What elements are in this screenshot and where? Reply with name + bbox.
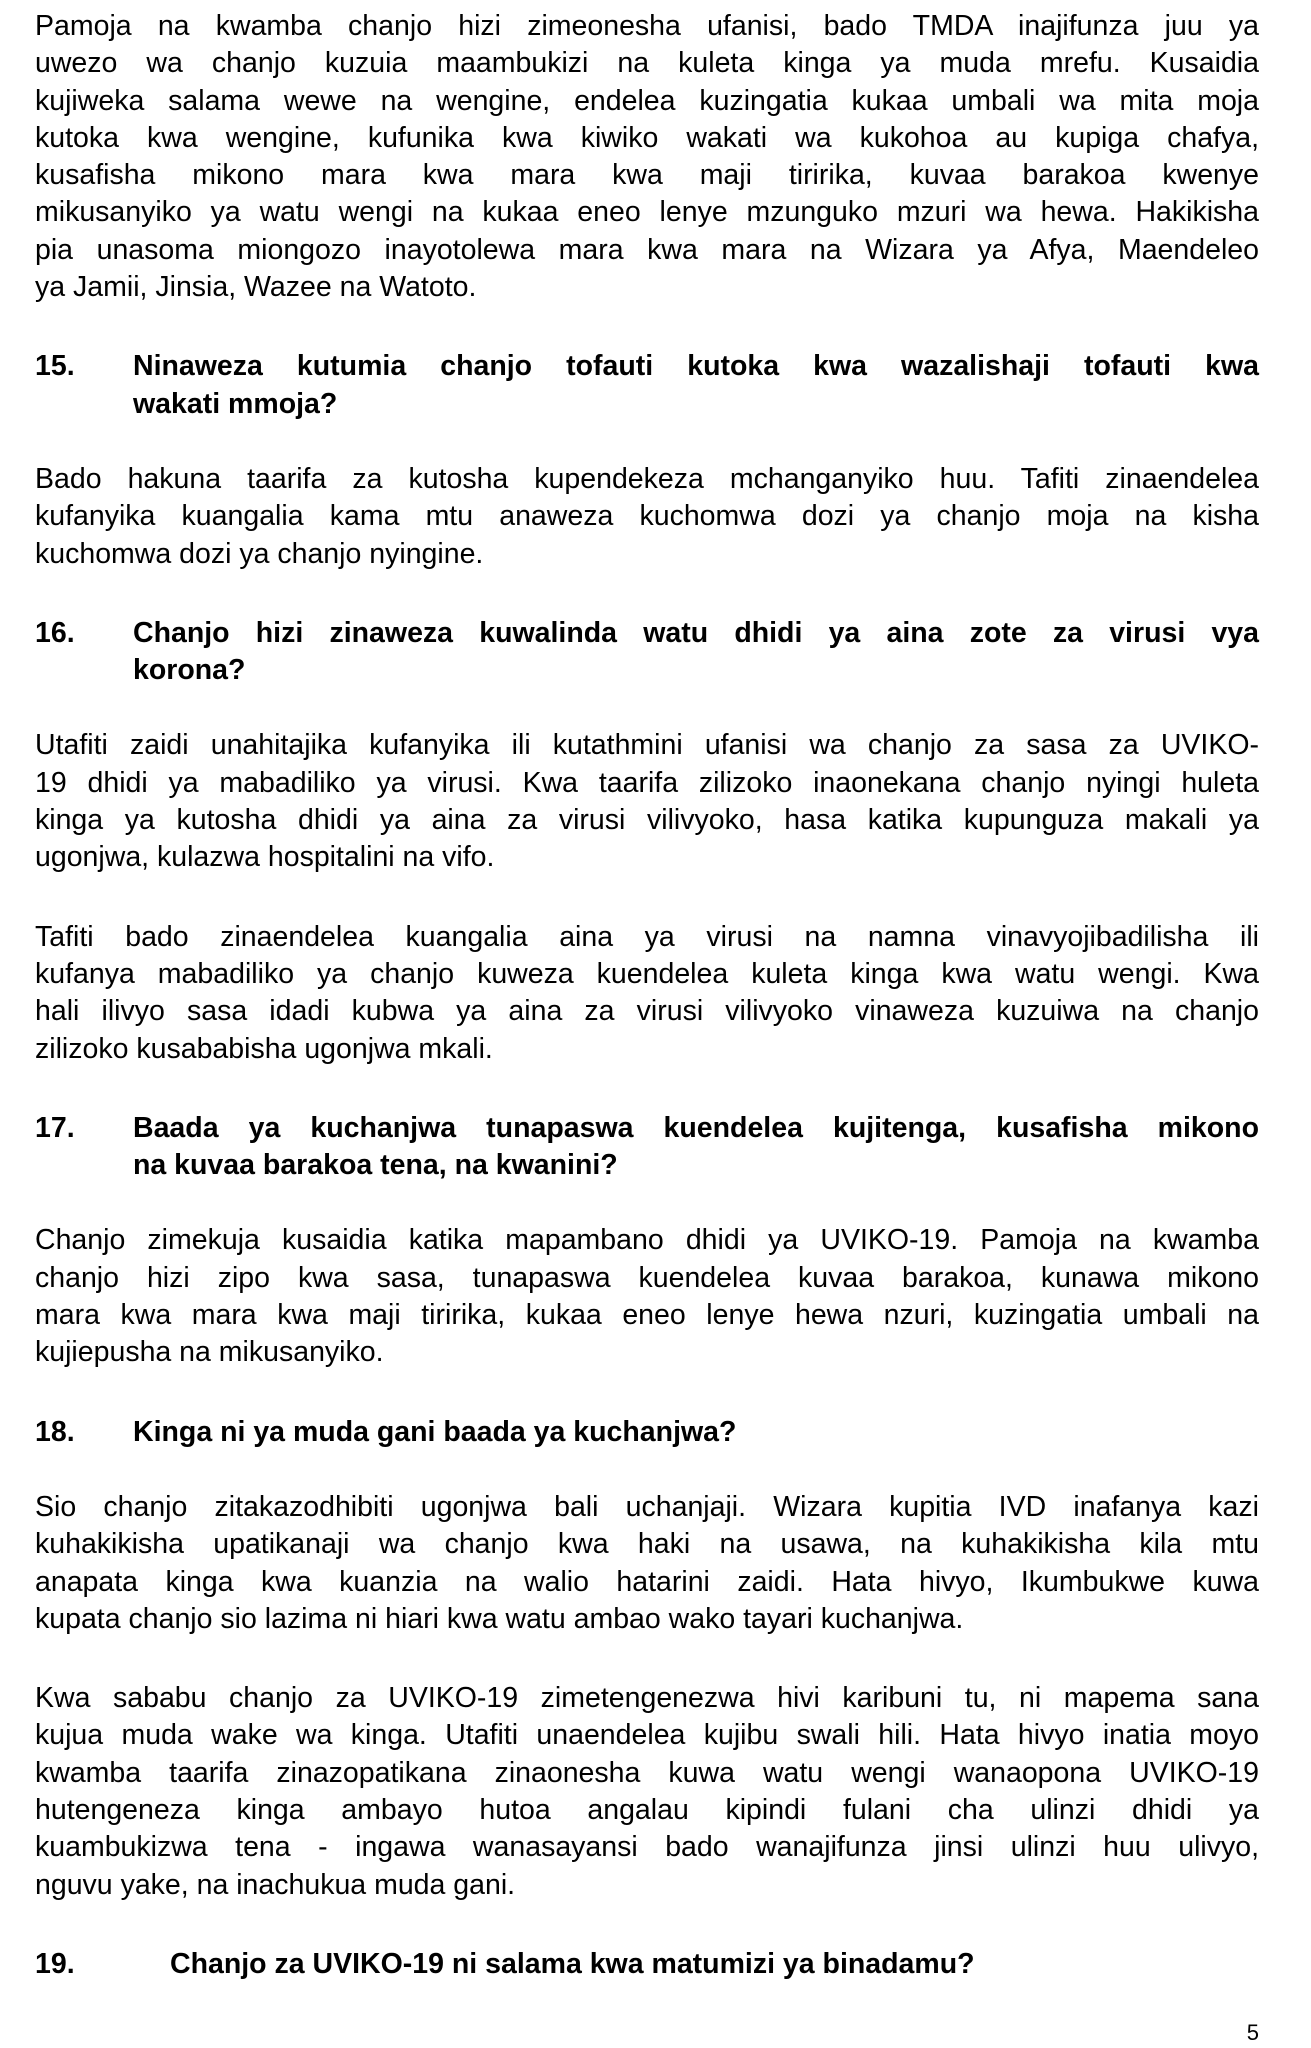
paragraph-line: kuhakikisha upatikanaji wa chanjo kwa haki na usawa, na kuhakikisha kila mtu	[35, 1528, 1259, 1561]
question-number: 19.	[35, 1947, 75, 1980]
paragraph	[35, 727, 1259, 876]
question-text	[170, 1946, 1259, 1983]
paragraph-line: kujua muda wake wa kinga. Utafiti unaendelea kujibu swali hili. Hata hivyo inatia moyo	[35, 1719, 1259, 1752]
question-heading	[35, 1414, 1259, 1451]
paragraph	[35, 1489, 1259, 1638]
paragraph-line: kutoka kwa wengine, kufunika kwa kiwiko wakati wa kukohoa au kupiga chafya,	[35, 121, 1259, 154]
paragraph	[35, 1222, 1259, 1371]
paragraph-line: Tafiti bado zinaendelea kuangalia aina ya virusi na namna vinavyojibadilisha ili	[35, 920, 1259, 953]
question-heading	[35, 615, 1259, 690]
question-number: 15.	[35, 350, 75, 383]
question-text	[133, 1110, 1259, 1185]
paragraph-line: Bado hakuna taarifa za kutosha kupendekeza mchanganyiko huu. Tafiti zinaendelea	[35, 462, 1259, 495]
page-number: 5	[1246, 2020, 1259, 2045]
paragraph-line: kusafisha mikono mara kwa mara kwa maji tiririka, kuvaa barakoa kwenye	[35, 159, 1259, 192]
question-heading	[35, 1946, 1259, 1983]
question-line: Kinga ni ya muda gani baada ya kuchanjwa?	[133, 1415, 737, 1448]
paragraph-line: ya Jamii, Jinsia, Wazee na Watoto.	[35, 271, 477, 304]
paragraph-line: Chanjo zimekuja kusaidia katika mapambano dhidi ya UVIKO-19. Pamoja na kwamba	[35, 1224, 1259, 1257]
paragraph-line: kujiepusha na mikusanyiko.	[35, 1336, 384, 1369]
paragraph-line: kupata chanjo sio lazima ni hiari kwa watu ambao wako tayari kuchanjwa.	[35, 1602, 964, 1635]
paragraph	[35, 1680, 1259, 1904]
question-number: 17.	[35, 1111, 75, 1144]
question-heading	[35, 348, 1259, 423]
paragraph-line: kuchomwa dozi ya chanjo nyingine.	[35, 537, 484, 570]
question-line: na kuvaa barakoa tena, na kwanini?	[133, 1149, 618, 1182]
question-line: korona?	[133, 654, 246, 687]
question-line: wakati mmoja?	[133, 387, 338, 420]
paragraph	[35, 8, 1259, 306]
paragraph-line: Utafiti zaidi unahitajika kufanyika ili kutathmini ufanisi wa chanjo za sasa za UVIKO-	[35, 729, 1259, 762]
paragraph-line: Sio chanjo zitakazodhibiti ugonjwa bali uchanjaji. Wizara kupitia IVD inafanya kazi	[35, 1490, 1259, 1523]
question-number: 18.	[35, 1415, 75, 1448]
paragraph-line: anapata kinga kwa kuanzia na walio hatarini zaidi. Hata hivyo, Ikumbukwe kuwa	[35, 1565, 1259, 1598]
paragraph-line: kwamba taarifa zinazopatikana zinaonesha kuwa watu wengi wanaopona UVIKO-19	[35, 1756, 1259, 1789]
paragraph-line: Pamoja na kwamba chanjo hizi zimeonesha ufanisi, bado TMDA inajifunza juu ya	[35, 10, 1259, 42]
question-heading	[35, 1110, 1259, 1185]
paragraph-line: zilizoko kusababisha ugonjwa mkali.	[35, 1032, 493, 1065]
paragraph-line: nguvu yake, na inachukua muda gani.	[35, 1868, 516, 1901]
paragraph-line: kinga ya kutosha dhidi ya aina za virusi vilivyoko, hasa katika kupunguza makali ya	[35, 804, 1259, 837]
paragraph-line: kufanya mabadiliko ya chanjo kuweza kuendelea kuleta kinga kwa watu wengi. Kwa	[35, 957, 1259, 990]
question-line: Baada ya kuchanjwa tunapaswa kuendelea kujitenga, kusafisha mikono	[133, 1111, 1259, 1144]
paragraph-line: uwezo wa chanjo kuzuia maambukizi na kuleta kinga ya muda mrefu. Kusaidia	[35, 47, 1259, 80]
question-text	[133, 348, 1259, 423]
paragraph-line: kufanyika kuangalia kama mtu anaweza kuchomwa dozi ya chanjo moja na kisha	[35, 500, 1259, 533]
paragraph-line: mikusanyiko ya watu wengi na kukaa eneo lenye mzunguko mzuri wa hewa. Hakikisha	[35, 196, 1259, 229]
question-line: Chanjo hizi zinaweza kuwalinda watu dhidi ya aina zote za virusi vya	[133, 616, 1259, 649]
paragraph-line: pia unasoma miongozo inayotolewa mara kwa mara na Wizara ya Afya, Maendeleo	[35, 233, 1259, 266]
paragraph	[35, 919, 1259, 1068]
paragraph-line: Kwa sababu chanjo za UVIKO-19 zimetengenezwa hivi karibuni tu, ni mapema sana	[35, 1682, 1259, 1715]
document-body	[35, 8, 1259, 2021]
paragraph	[35, 461, 1259, 573]
question-line: Chanjo za UVIKO-19 ni salama kwa matumizi ya binadamu?	[170, 1947, 975, 1980]
paragraph-line: chanjo hizi zipo kwa sasa, tunapaswa kuendelea kuvaa barakoa, kunawa mikono	[35, 1261, 1259, 1294]
question-line: Ninaweza kutumia chanjo tofauti kutoka kwa wazalishaji tofauti kwa	[133, 350, 1259, 383]
paragraph-line: 19 dhidi ya mabadiliko ya virusi. Kwa taarifa zilizoko inaonekana chanjo nyingi huleta	[35, 766, 1259, 799]
question-number: 16.	[35, 616, 75, 649]
paragraph-line: hutengeneza kinga ambayo hutoa angalau kipindi fulani cha ulinzi dhidi ya	[35, 1793, 1259, 1826]
question-text	[133, 615, 1259, 690]
paragraph-line: mara kwa mara kwa maji tiririka, kukaa eneo lenye hewa nzuri, kuzingatia umbali na	[35, 1299, 1259, 1332]
paragraph-line: hali ilivyo sasa idadi kubwa ya aina za virusi vilivyoko vinaweza kuzuiwa na chanjo	[35, 995, 1259, 1028]
paragraph-line: kuambukizwa tena - ingawa wanasayansi bado wanajifunza jinsi ulinzi huu ulivyo,	[35, 1831, 1259, 1864]
paragraph-line: ugonjwa, kulazwa hospitalini na vifo.	[35, 841, 495, 874]
paragraph-line: kujiweka salama wewe na wengine, endelea kuzingatia kukaa umbali wa mita moja	[35, 84, 1259, 117]
question-text	[133, 1414, 1259, 1451]
